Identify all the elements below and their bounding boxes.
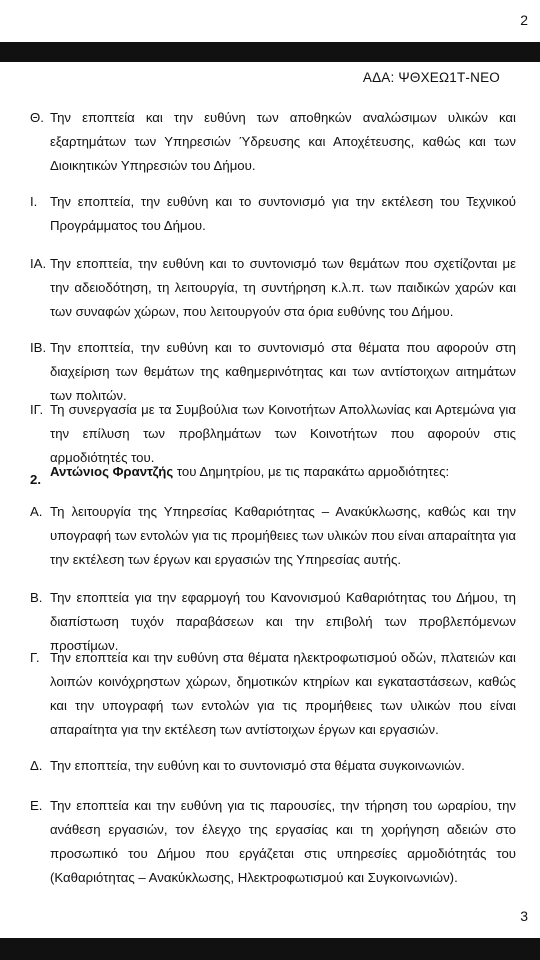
section-2-heading bbox=[30, 460, 516, 487]
item-text: Την εποπτεία για την εφαρμογή του Κανονισμού Καθαριότητας του Δήμου, τη διαπίστωση τυχόν παραβάσεων και την επιβολή των προβλεπόμενων προστίμων. bbox=[50, 590, 516, 653]
list-item-theta bbox=[30, 106, 516, 178]
item-marker: ΙΑ. bbox=[30, 256, 47, 271]
page-divider-bar-top bbox=[0, 42, 540, 62]
ada-code: ΑΔΑ: ΨΘΧΕΩ1Τ-ΝΕΟ bbox=[362, 70, 500, 85]
person-name: Αντώνιος Φραντζής bbox=[50, 464, 174, 479]
item-text: Τη συνεργασία με τα Συμβούλια των Κοινοτήτων Απολλωνίας και Αρτεμώνα για την επίλυση των προβλημάτων των Κοινοτήτων που αφορούν στις αρμοδιότητές του. bbox=[50, 402, 516, 465]
item-text: Την εποπτεία, την ευθύνη και το συντονισμό στα θέματα συγκοινωνιών. bbox=[50, 758, 465, 773]
item-marker: ΙΒ. bbox=[30, 340, 47, 355]
list-item-g bbox=[30, 646, 516, 742]
page-number-bottom: 3 bbox=[520, 908, 528, 924]
section-marker: 2. bbox=[30, 472, 41, 487]
item-text: Τη λειτουργία της Υπηρεσίας Καθαριότητας – Ανακύκλωσης, καθώς και την υπογραφή των εντολών για τις προμήθειες των υλικών που είναι απαραίτητα για την εκτέλεση των έργων και εργασιών της Υπηρεσίας αυτής. bbox=[50, 504, 516, 567]
list-item-a bbox=[30, 500, 516, 572]
item-text: Την εποπτεία και την ευθύνη για τις παρουσίες, την τήρηση του ωραρίου, την ανάθεση εργασιών, τον έλεγχο της εργασίας και τη χορήγηση αδειών στο προσωπικό του Δήμου που εργάζεται στις υπηρεσίες αρμοδιότητάς του (Καθαριότητας – Ανακύκλωσης, Ηλεκτροφωτισμού και Συγκοινωνιών). bbox=[50, 798, 516, 885]
item-marker: Α. bbox=[30, 504, 43, 519]
section-intro: του Δημητρίου, με τις παρακάτω αρμοδιότητες: bbox=[173, 464, 450, 479]
list-item-e bbox=[30, 794, 516, 890]
list-item-ia bbox=[30, 252, 516, 324]
item-text: Την εποπτεία, την ευθύνη και το συντονισμό για την εκτέλεση του Τεχνικού Προγράμματος του Δήμου. bbox=[50, 194, 516, 233]
item-marker: Ε. bbox=[30, 798, 43, 813]
item-marker: Ι. bbox=[30, 194, 38, 209]
item-marker: Δ. bbox=[30, 758, 43, 773]
item-text: Την εποπτεία, την ευθύνη και το συντονισμό των θεμάτων που σχετίζονται με την αδειοδότηση, τη λειτουργία, τη συντήρηση κ.λ.π. των παιδικών χαρών και των συναφών χώρων, που λειτουργούν στα όρια ευθύνης του Δήμου. bbox=[50, 256, 516, 319]
item-marker: Β. bbox=[30, 590, 43, 605]
item-text: Την εποπτεία και την ευθύνη των αποθηκών αναλώσιμων υλικών και εξαρτημάτων των Υπηρεσιών Ύδρευσης και Αποχέτευσης, καθώς και των Διοικητικών Υπηρεσιών του Δήμου. bbox=[50, 110, 516, 173]
page-number-top: 2 bbox=[520, 12, 528, 28]
item-marker: Γ. bbox=[30, 650, 40, 665]
item-marker: Θ. bbox=[30, 110, 44, 125]
list-item-iota bbox=[30, 190, 516, 238]
page-divider-bar-bottom bbox=[0, 938, 540, 960]
item-text: Την εποπτεία και την ευθύνη στα θέματα ηλεκτροφωτισμού οδών, πλατειών και λοιπών κοινόχρηστων χώρων, δημοτικών κτηρίων και εγκαταστάσεων, καθώς και την υπογραφή των εντολών για τις προμήθειες των υλικών που είναι απαραίτητα για την εκτέλεση των αντίστοιχων έργων και εργασιών. bbox=[50, 650, 516, 737]
item-text: Την εποπτεία, την ευθύνη και το συντονισμό στα θέματα που αφορούν στη διαχείριση των θεμάτων της καθημερινότητας και των αντίστοιχων αιτημάτων των πολιτών. bbox=[50, 340, 516, 403]
item-marker: ΙΓ. bbox=[30, 402, 44, 417]
list-item-d bbox=[30, 754, 516, 778]
